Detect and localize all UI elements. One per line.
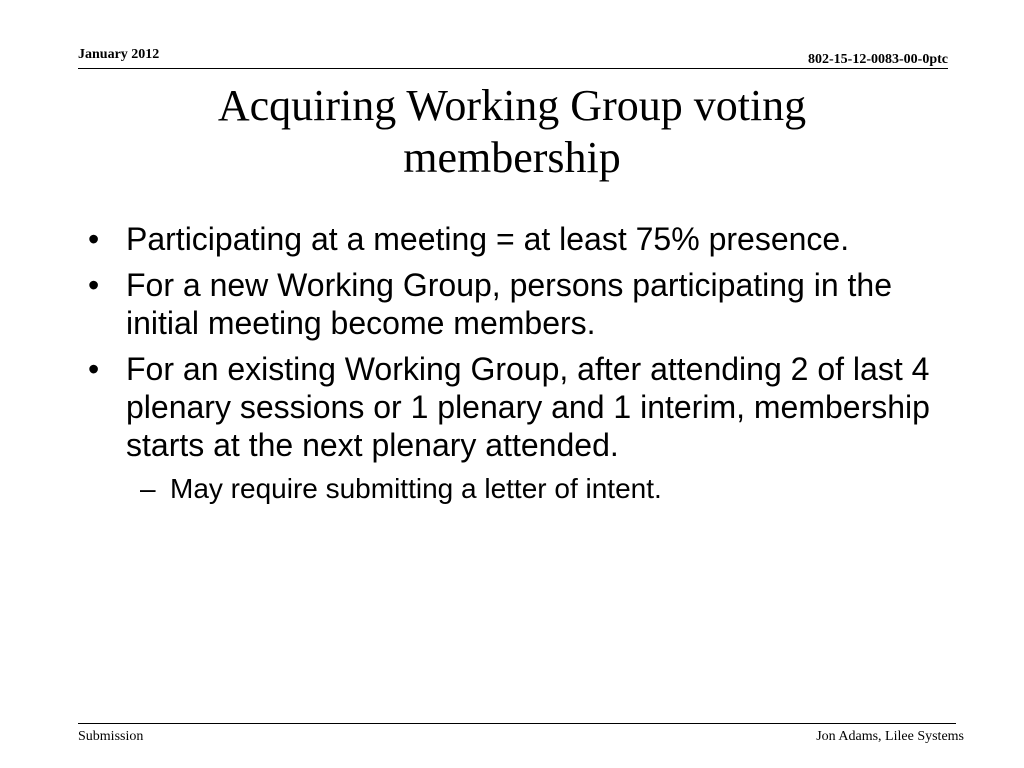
bullet-item	[88, 220, 938, 258]
slide-title-line-1: Acquiring Working Group voting	[217, 81, 807, 130]
sub-bullet-text: May require submitting a letter of intent.	[170, 473, 662, 504]
footer-author: Jon Adams, Lilee Systems	[816, 729, 964, 744]
bullet-text: For a new Working Group, persons participating in the initial meeting become members.	[126, 267, 893, 341]
slide-body	[88, 220, 938, 506]
slide-title	[60, 80, 964, 184]
bullet-item	[88, 350, 938, 464]
sub-bullet-marker: –	[140, 473, 156, 504]
header-divider	[78, 68, 948, 69]
bullet-marker: •	[88, 267, 100, 303]
bullet-marker: •	[88, 351, 100, 387]
header-document-id: 802-15-12-0083-00-0ptc	[808, 52, 948, 67]
bullet-item	[88, 266, 938, 342]
bullet-marker: •	[88, 221, 100, 257]
bullet-text: For an existing Working Group, after attending 2 of last 4 plenary sessions or 1 plenary and 1 interim, membership starts at the next plenary attended.	[126, 351, 930, 463]
header-date: January 2012	[78, 47, 160, 62]
slide-title-line-2: membership	[403, 133, 621, 182]
footer-submission-label: Submission	[78, 729, 144, 744]
footer-divider	[78, 723, 956, 724]
sub-bullet-item	[88, 472, 938, 506]
bullet-text: Participating at a meeting = at least 75% presence.	[126, 221, 850, 257]
